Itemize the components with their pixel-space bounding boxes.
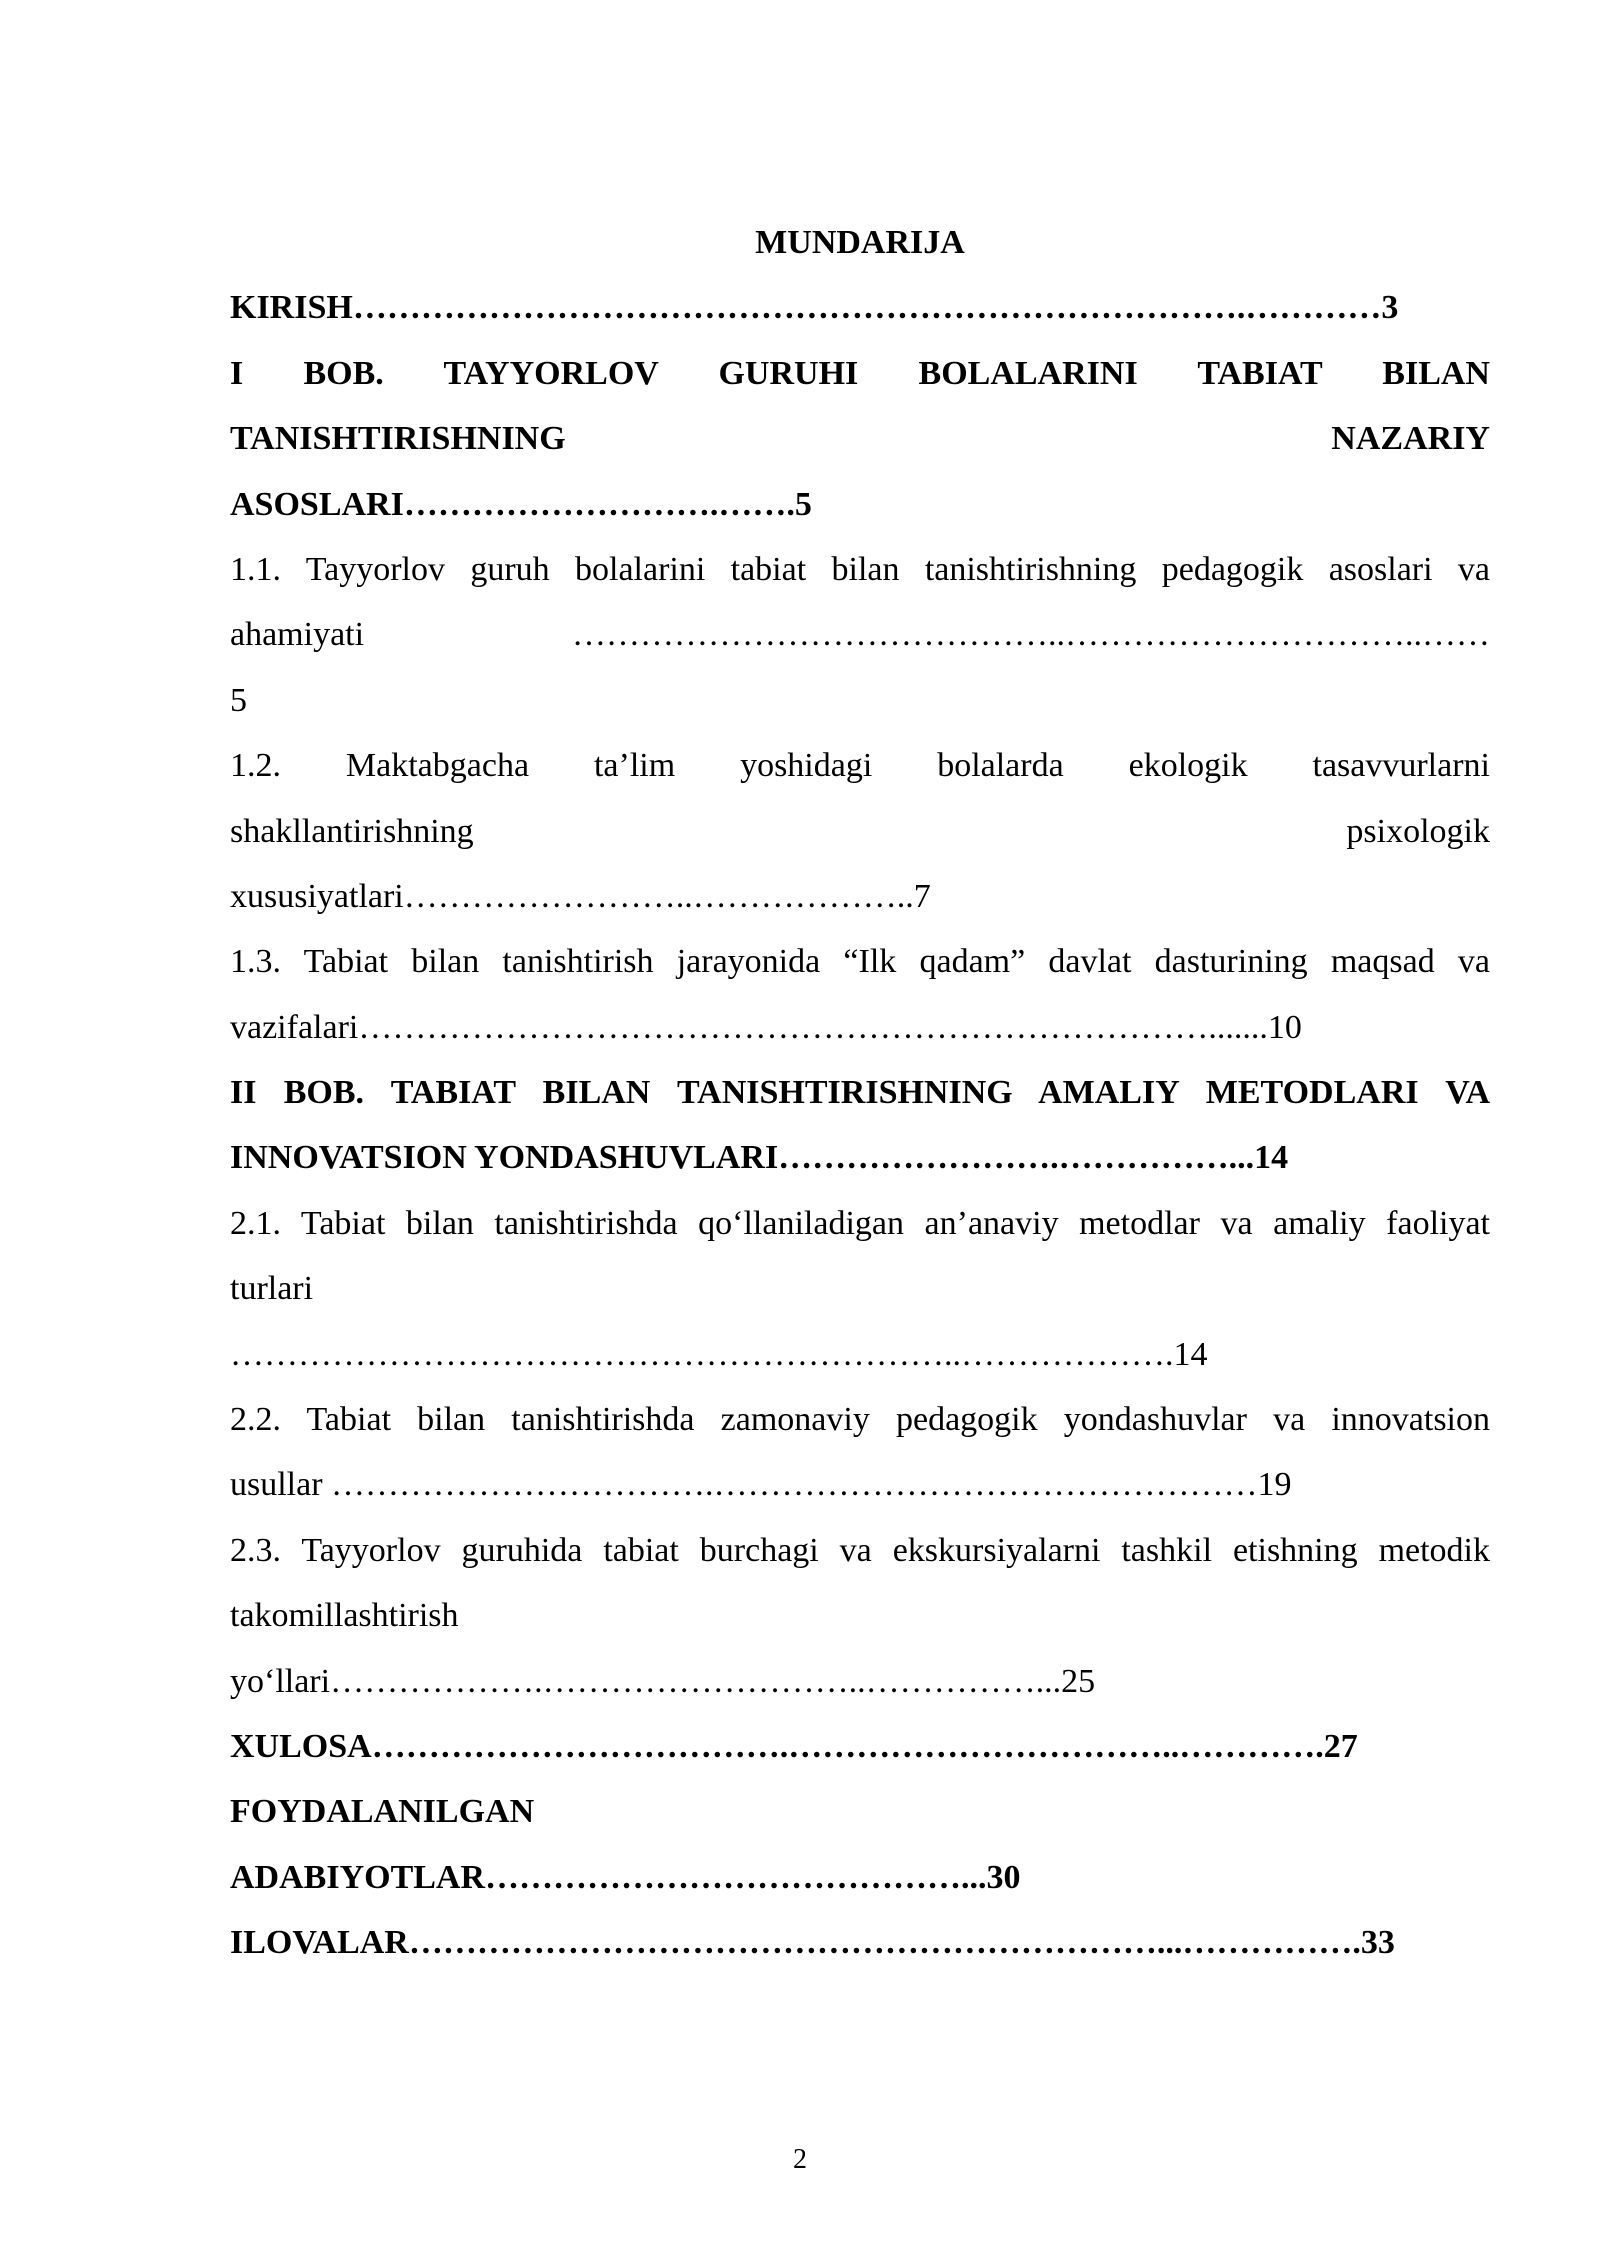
toc-line: shakllantirishning psixologik <box>230 812 1490 850</box>
page-title: MUNDARIJA <box>755 224 965 261</box>
toc-line: usullar …………………………….…………………………………………19 <box>230 1466 1292 1504</box>
toc-line: FOYDALANILGAN <box>230 1793 535 1831</box>
toc-line: vazifalari………………………………………………………………….......10 <box>230 1008 1302 1046</box>
toc-line: II BOB. TABIAT BILAN TANISHTIRISHNING AMALIY METODLARI VA <box>230 1074 1490 1112</box>
toc-line: 1.2. Maktabgacha ta’lim yoshidagi bolalarda ekologik tasavvurlarni <box>230 747 1490 785</box>
page-number: 2 <box>793 2144 807 2175</box>
toc-entries <box>230 275 1490 1975</box>
toc-line: KIRISH…………………………………………………………………….…………3 <box>230 289 1399 327</box>
toc-line: xususiyatlari……………………..………………..7 <box>230 877 931 915</box>
toc-line: 1.1. Tayyorlov guruh bolalarini tabiat bilan tanishtirishning pedagogik asoslari va <box>230 550 1490 588</box>
toc-line: 5 <box>230 681 247 719</box>
toc-line: XULOSA……………………………….……………………………..………….27 <box>230 1727 1358 1765</box>
toc-line: INNOVATSION YONDASHUVLARI…………………….……………...14 <box>230 1139 1289 1177</box>
toc-line: takomillashtirish <box>230 1597 459 1635</box>
toc-line: ILOVALAR…………………………………………………………...…………….33 <box>230 1924 1395 1962</box>
table-of-contents <box>230 210 1490 1976</box>
toc-line: turlari <box>230 1270 314 1308</box>
toc-line: 1.3. Tabiat bilan tanishtirish jarayonida “Ilk qadam” davlat dasturining maqsad va <box>230 943 1490 981</box>
toc-line: TANISHTIRISHNING NAZARIY <box>230 420 1490 458</box>
toc-line: 2.2. Tabiat bilan tanishtirishda zamonaviy pedagogik yondashuvlar va innovatsion <box>230 1401 1490 1439</box>
toc-line: ASOSLARI……………………….…….5 <box>230 485 812 523</box>
toc-line: I BOB. TAYYORLOV GURUHI BOLALARINI TABIAT BILAN <box>230 354 1490 392</box>
toc-line: ahamiyati ……………………………………..…………………………..…… <box>230 616 1490 654</box>
toc-line: yo‘llari……………….………………………..……………...25 <box>230 1662 1096 1700</box>
toc-line: ………………………………………………………..……………….14 <box>230 1335 1208 1373</box>
toc-line: ADABIYOTLAR……………………………………...30 <box>230 1858 1021 1896</box>
toc-line: 2.1. Tabiat bilan tanishtirishda qo‘llaniladigan an’anaviy metodlar va amaliy faoliyat <box>230 1204 1490 1242</box>
toc-line: 2.3. Tayyorlov guruhida tabiat burchagi va ekskursiyalarni tashkil etishning metodik <box>230 1531 1490 1569</box>
